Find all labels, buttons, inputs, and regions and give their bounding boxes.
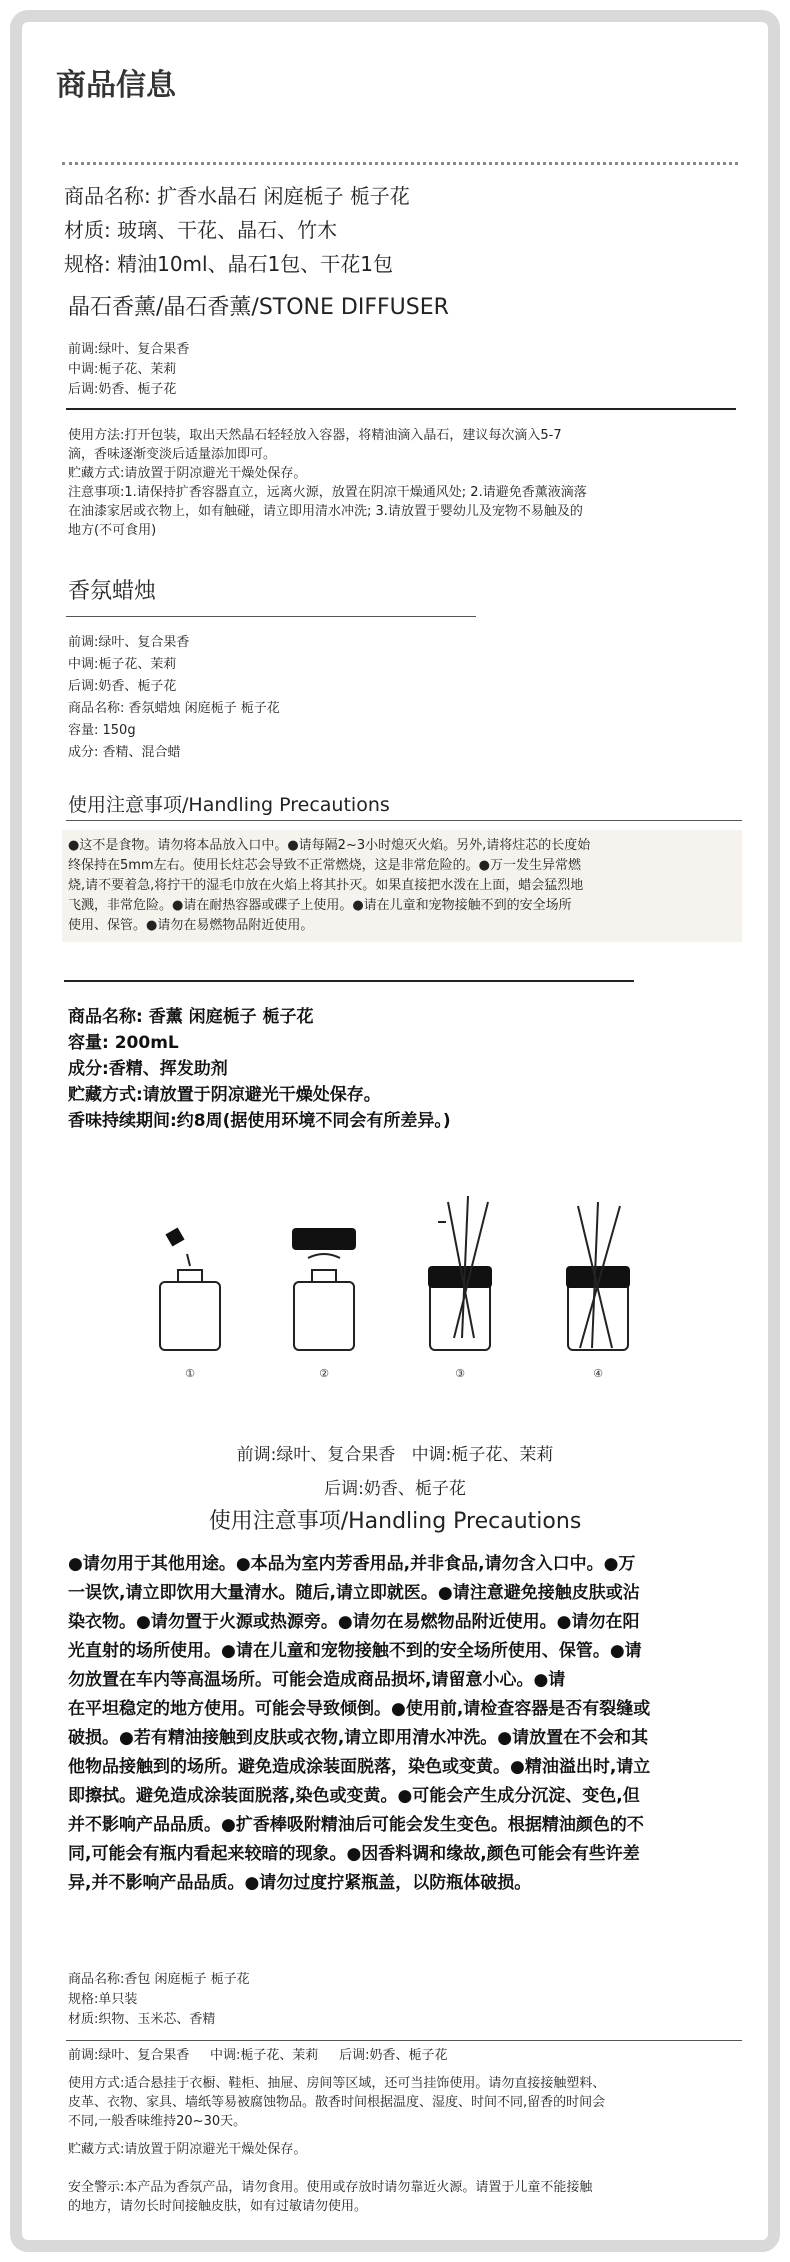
stone-usage-line: 在油漆家居或衣物上，如有触碰，请立即用清水冲洗; 3.请放置于婴幼儿及宠物不易触及的 [68, 504, 583, 519]
stone-usage-line: 地方(不可食用) [68, 523, 157, 538]
reed-precaution-line: 即擦拭。避免造成涂装面脱落,染色或变黄。●可能会产生成分沉淀、变色,但 [68, 1786, 640, 1806]
candle-precaution-line: 烧,请不要着急,将拧干的湿毛巾放在火焰上将其扑灭。如果直接把水泼在上面，蜡会猛烈地 [68, 878, 584, 893]
step-2-label: ② [319, 1367, 329, 1380]
sachet-divider [66, 2040, 742, 2041]
candle-precautions-divider [66, 820, 742, 821]
step-4-label: ④ [593, 1367, 603, 1380]
sachet-usage-line: 皮革、衣物、家具、墙纸等易被腐蚀物品。散香时间根据温度、湿度、时间不同,留香的时间会 [68, 2095, 606, 2110]
sachet-warning-line: 的地方，请勿长时间接触皮肤，如有过敏请勿使用。 [68, 2199, 368, 2214]
reed-info-line: 贮藏方式:请放置于阴凉避光干燥处保存。 [68, 1085, 381, 1105]
reed-precaution-line: 破损。●若有精油接触到皮肤或衣物,请立即用清水冲洗。●请放置在不会和其 [68, 1728, 649, 1748]
reed-info-line: 容量: 200mL [68, 1033, 179, 1053]
reed-precaution-line: 一误饮,请立即饮用大量清水。随后,请立即就医。●请注意避免接触皮肤或沾 [68, 1583, 640, 1603]
candle-precaution-line: 飞溅，非常危险。●请在耐热容器或碟子上使用。●请在儿童和宠物接触不到的安全场所 [68, 898, 572, 913]
reed-precautions-block [68, 1550, 738, 1898]
stone-usage-line: 使用方法:打开包装，取出天然晶石轻轻放入容器，将精油滴入晶石，建议每次滴入5-7 [68, 428, 562, 443]
sachet-notes: 前调:绿叶、复合果香 中调:栀子花、茉莉 后调:奶香、栀子花 [68, 2048, 448, 2063]
candle-info-line: 容量: 150g [68, 723, 136, 738]
product-name: 商品名称: 扩香水晶石 闲庭栀子 栀子花 [64, 184, 410, 208]
product-material: 材质: 玻璃、干花、晶石、竹木 [64, 218, 338, 242]
sachet-usage-line: 使用方式:适合悬挂于衣橱、鞋柜、抽屉、房间等区域，还可当挂饰使用。请勿直接接触塑料、 [68, 2076, 606, 2091]
candle-info-block [68, 632, 280, 764]
stone-base-note: 后调:奶香、栀子花 [68, 382, 177, 397]
sachet-info-block [68, 1970, 250, 2030]
reed-info-line: 成分:香精、挥发助剂 [68, 1059, 228, 1079]
sachet-usage-block [68, 2074, 748, 2131]
stone-usage-line: 贮藏方式:请放置于阴凉避光干燥处保存。 [68, 466, 307, 481]
page-content [22, 22, 768, 2240]
candle-title: 香氛蜡烛 [68, 579, 157, 604]
reed-precaution-line: 异,并不影响产品品质。●请勿过度拧紧瓶盖，以防瓶体破损。 [68, 1873, 532, 1893]
sachet-usage-line: 不同,一般香味维持20~30天。 [68, 2114, 247, 2129]
candle-precaution-line: 终保持在5mm左右。使用长炷芯会导致不正常燃烧，这是非常危险的。●万一发生异常燃 [68, 858, 581, 873]
reed-notes-line-2: 后调:奶香、栀子花 [324, 1479, 466, 1499]
stone-diffuser-title: 晶石香薰/晶石香薰/STONE DIFFUSER [68, 295, 449, 320]
page-title: 商品信息 [56, 68, 176, 103]
reed-precaution-line: 他物品接触到的场所。避免造成涂装面脱落，染色或变黄。●精油溢出时,请立 [68, 1757, 651, 1777]
candle-info-line: 后调:奶香、栀子花 [68, 679, 177, 694]
candle-divider [66, 616, 476, 617]
candle-precaution-line: ●这不是食物。请勿将本品放入口中。●请每隔2~3小时熄灭火焰。另外,请将炷芯的长度始 [68, 838, 591, 853]
step-2-illustration [292, 1228, 356, 1350]
page-frame [10, 10, 780, 2252]
dotted-divider [62, 162, 738, 165]
reed-precaution-line: 并不影响产品品质。●扩香棒吸附精油后可能会发生变色。根据精油颜色的不 [68, 1815, 644, 1835]
step-3-label: ③ [455, 1367, 465, 1380]
candle-precautions-block [62, 830, 742, 942]
usage-steps-illustration [22, 1162, 768, 1402]
reed-precautions-title: 使用注意事项/Handling Precautions [208, 1509, 582, 1534]
reed-precaution-line: 勿放置在车内等高温场所。可能会造成商品损坏,请留意小心。●请 [68, 1670, 566, 1690]
step-4-illustration [566, 1202, 630, 1350]
sachet-storage: 贮藏方式:请放置于阴凉避光干燥处保存。 [68, 2142, 307, 2157]
candle-precaution-line: 使用、保管。●请勿在易燃物品附近使用。 [68, 918, 314, 933]
sachet-warning-line: 安全警示:本产品为香氛产品，请勿食用。使用或存放时请勿靠近火源。请置于儿童不能接触 [68, 2180, 593, 2195]
product-spec: 规格: 精油10ml、晶石1包、干花1包 [64, 252, 394, 276]
stone-divider [66, 408, 736, 410]
candle-info-line: 前调:绿叶、复合果香 [68, 635, 190, 650]
step-3-illustration [428, 1196, 492, 1350]
reed-divider [64, 980, 634, 982]
candle-precautions-title: 使用注意事项/Handling Precautions [68, 794, 390, 816]
candle-info-line: 商品名称: 香氛蜡烛 闲庭栀子 栀子花 [68, 701, 280, 716]
reed-precaution-line: 在平坦稳定的地方使用。可能会导致倾倒。●使用前,请检查容器是否有裂缝或 [68, 1699, 651, 1719]
reed-precaution-line: 同,可能会有瓶内看起来较暗的现象。●因香料调和缘故,颜色可能会有些许差 [68, 1844, 640, 1864]
sachet-info-line: 商品名称:香包 闲庭栀子 栀子花 [68, 1972, 250, 1987]
step-1-illustration [160, 1227, 220, 1350]
sachet-warning-block [68, 2178, 748, 2216]
reed-precaution-line: ●请勿用于其他用途。●本品为室内芳香用品,并非食品,请勿含入口中。●万 [68, 1554, 636, 1574]
candle-info-line: 成分: 香精、混合蜡 [68, 745, 181, 760]
stone-mid-note: 中调:栀子花、茉莉 [68, 362, 177, 377]
reed-precaution-line: 光直射的场所使用。●请在儿童和宠物接触不到的安全场所使用、保管。●请 [68, 1641, 642, 1661]
reed-info-line: 香味持续期间:约8周(据使用环境不同会有所差异。) [68, 1111, 451, 1131]
stone-usage-line: 滴，香味逐渐变淡后适量添加即可。 [68, 447, 277, 462]
stone-usage-line: 注意事项:1.请保持扩香容器直立，远离火源，放置在阴凉干燥通风处; 2.请避免香薰液滴落 [68, 485, 587, 500]
stone-top-note: 前调:绿叶、复合果香 [68, 342, 190, 357]
reed-info-block [68, 1004, 451, 1134]
candle-info-line: 中调:栀子花、茉莉 [68, 657, 177, 672]
reed-info-line: 商品名称: 香薰 闲庭栀子 栀子花 [68, 1007, 314, 1027]
sachet-info-line: 材质:织物、玉米芯、香精 [68, 2012, 216, 2027]
reed-precaution-line: 染衣物。●请勿置于火源或热源旁。●请勿在易燃物品附近使用。●请勿在阳 [68, 1612, 640, 1632]
step-1-label: ① [185, 1367, 195, 1380]
sachet-info-line: 规格:单只装 [68, 1992, 138, 2007]
reed-notes-line-1: 前调:绿叶、复合果香 中调:栀子花、茉莉 [236, 1445, 554, 1465]
stone-usage-block [68, 426, 738, 540]
